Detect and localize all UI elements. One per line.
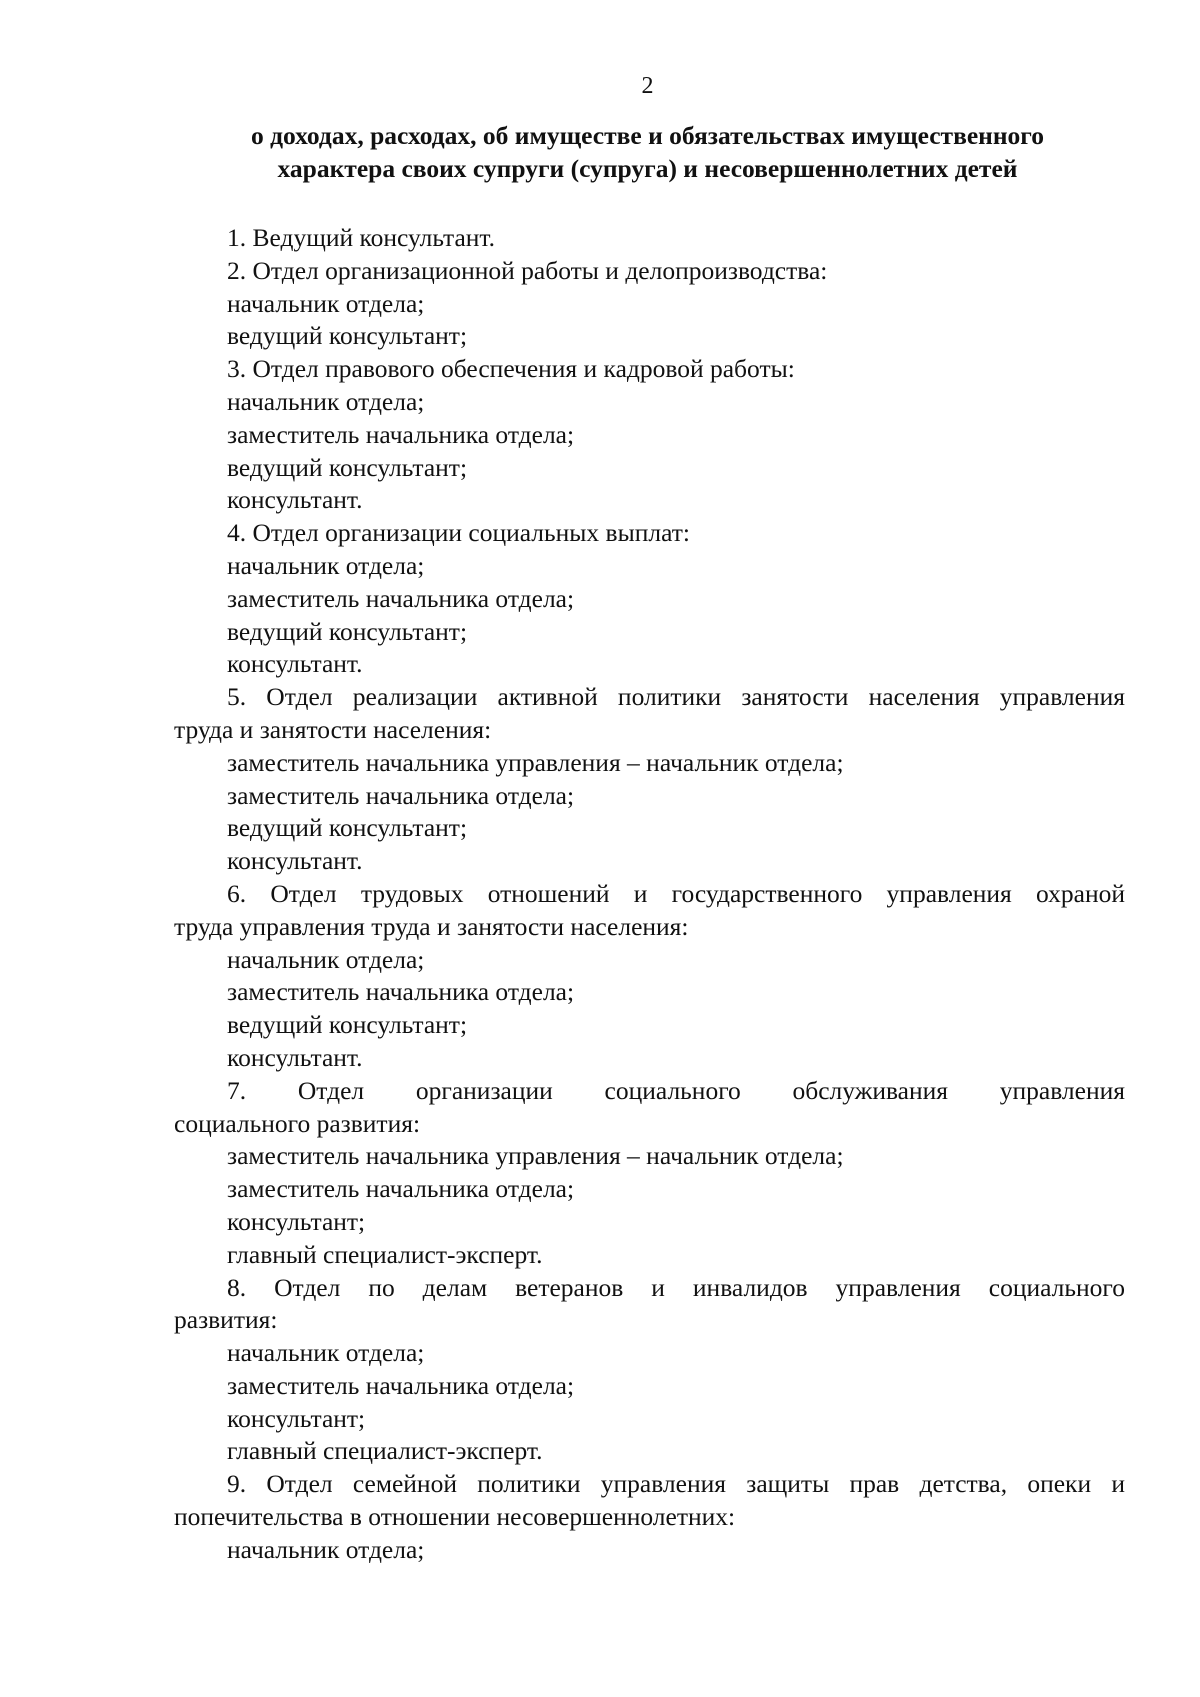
list-item: заместитель начальника отдела; [227,780,575,810]
list-item: заместитель начальника управления – начальник отдела; [227,747,844,777]
list-item: 9. Отдел семейной политики управления защиты прав детства, опеки и [227,1469,1125,1499]
list-item: ведущий консультант; [227,321,468,351]
list-item: консультант. [227,1042,363,1072]
page-number: 2 [641,73,654,99]
list-item: 7. Отдел организации социального обслуживания управления [227,1075,1125,1105]
list-item: заместитель начальника управления – начальник отдела; [227,1141,844,1171]
list-item: ведущий консультант; [227,813,468,843]
list-item: труда и занятости населения: [174,714,492,744]
list-item: ведущий консультант; [227,1010,468,1040]
list-item: труда управления труда и занятости населения: [174,911,689,941]
list-item: главный специалист-эксперт. [227,1436,543,1466]
list-item: заместитель начальника отдела; [227,419,575,449]
list-item: 4. Отдел организации социальных выплат: [227,518,690,548]
list-item: заместитель начальника отдела; [227,583,575,613]
list-item: начальник отдела; [227,386,425,416]
list-item: социального развития: [174,1108,421,1138]
list-item: 5. Отдел реализации активной политики занятости населения управления [227,682,1125,712]
list-item: главный специалист-эксперт. [227,1239,543,1269]
list-item: заместитель начальника отдела; [227,1174,575,1204]
heading-line-1: о доходах, расходах, об имуществе и обязательствах имущественного [250,121,1044,150]
list-item: начальник отдела; [227,550,425,580]
list-item: ведущий консультант; [227,452,468,482]
list-item: начальник отдела; [227,944,425,974]
document-body [174,222,1125,1567]
heading-line-2: характера своих супруги (супруга) и несовершеннолетних детей [277,153,1018,183]
list-item: ведущий консультант; [227,616,468,646]
list-item: начальник отдела; [227,1338,425,1368]
list-item: попечительства в отношении несовершеннолетних: [174,1502,736,1532]
list-item: начальник отдела; [227,1534,425,1564]
list-item: консультант; [227,1403,366,1433]
list-item: начальник отдела; [227,288,425,318]
list-item: заместитель начальника отдела; [227,1370,575,1400]
list-item: 6. Отдел трудовых отношений и государственного управления охраной [227,878,1125,908]
list-item: консультант. [227,649,363,679]
list-item: заместитель начальника отдела; [227,977,575,1007]
document-heading [150,120,1145,185]
list-item: консультант. [227,485,363,515]
list-item: 1. Ведущий консультант. [227,223,496,252]
list-item: консультант; [227,1206,366,1236]
list-item: 3. Отдел правового обеспечения и кадровой работы: [227,354,795,384]
list-item: 8. Отдел по делам ветеранов и инвалидов управления социального [227,1272,1125,1302]
list-item: развития: [174,1305,278,1335]
list-item: 2. Отдел организационной работы и делопроизводства: [227,255,828,285]
list-item: консультант. [227,846,363,876]
